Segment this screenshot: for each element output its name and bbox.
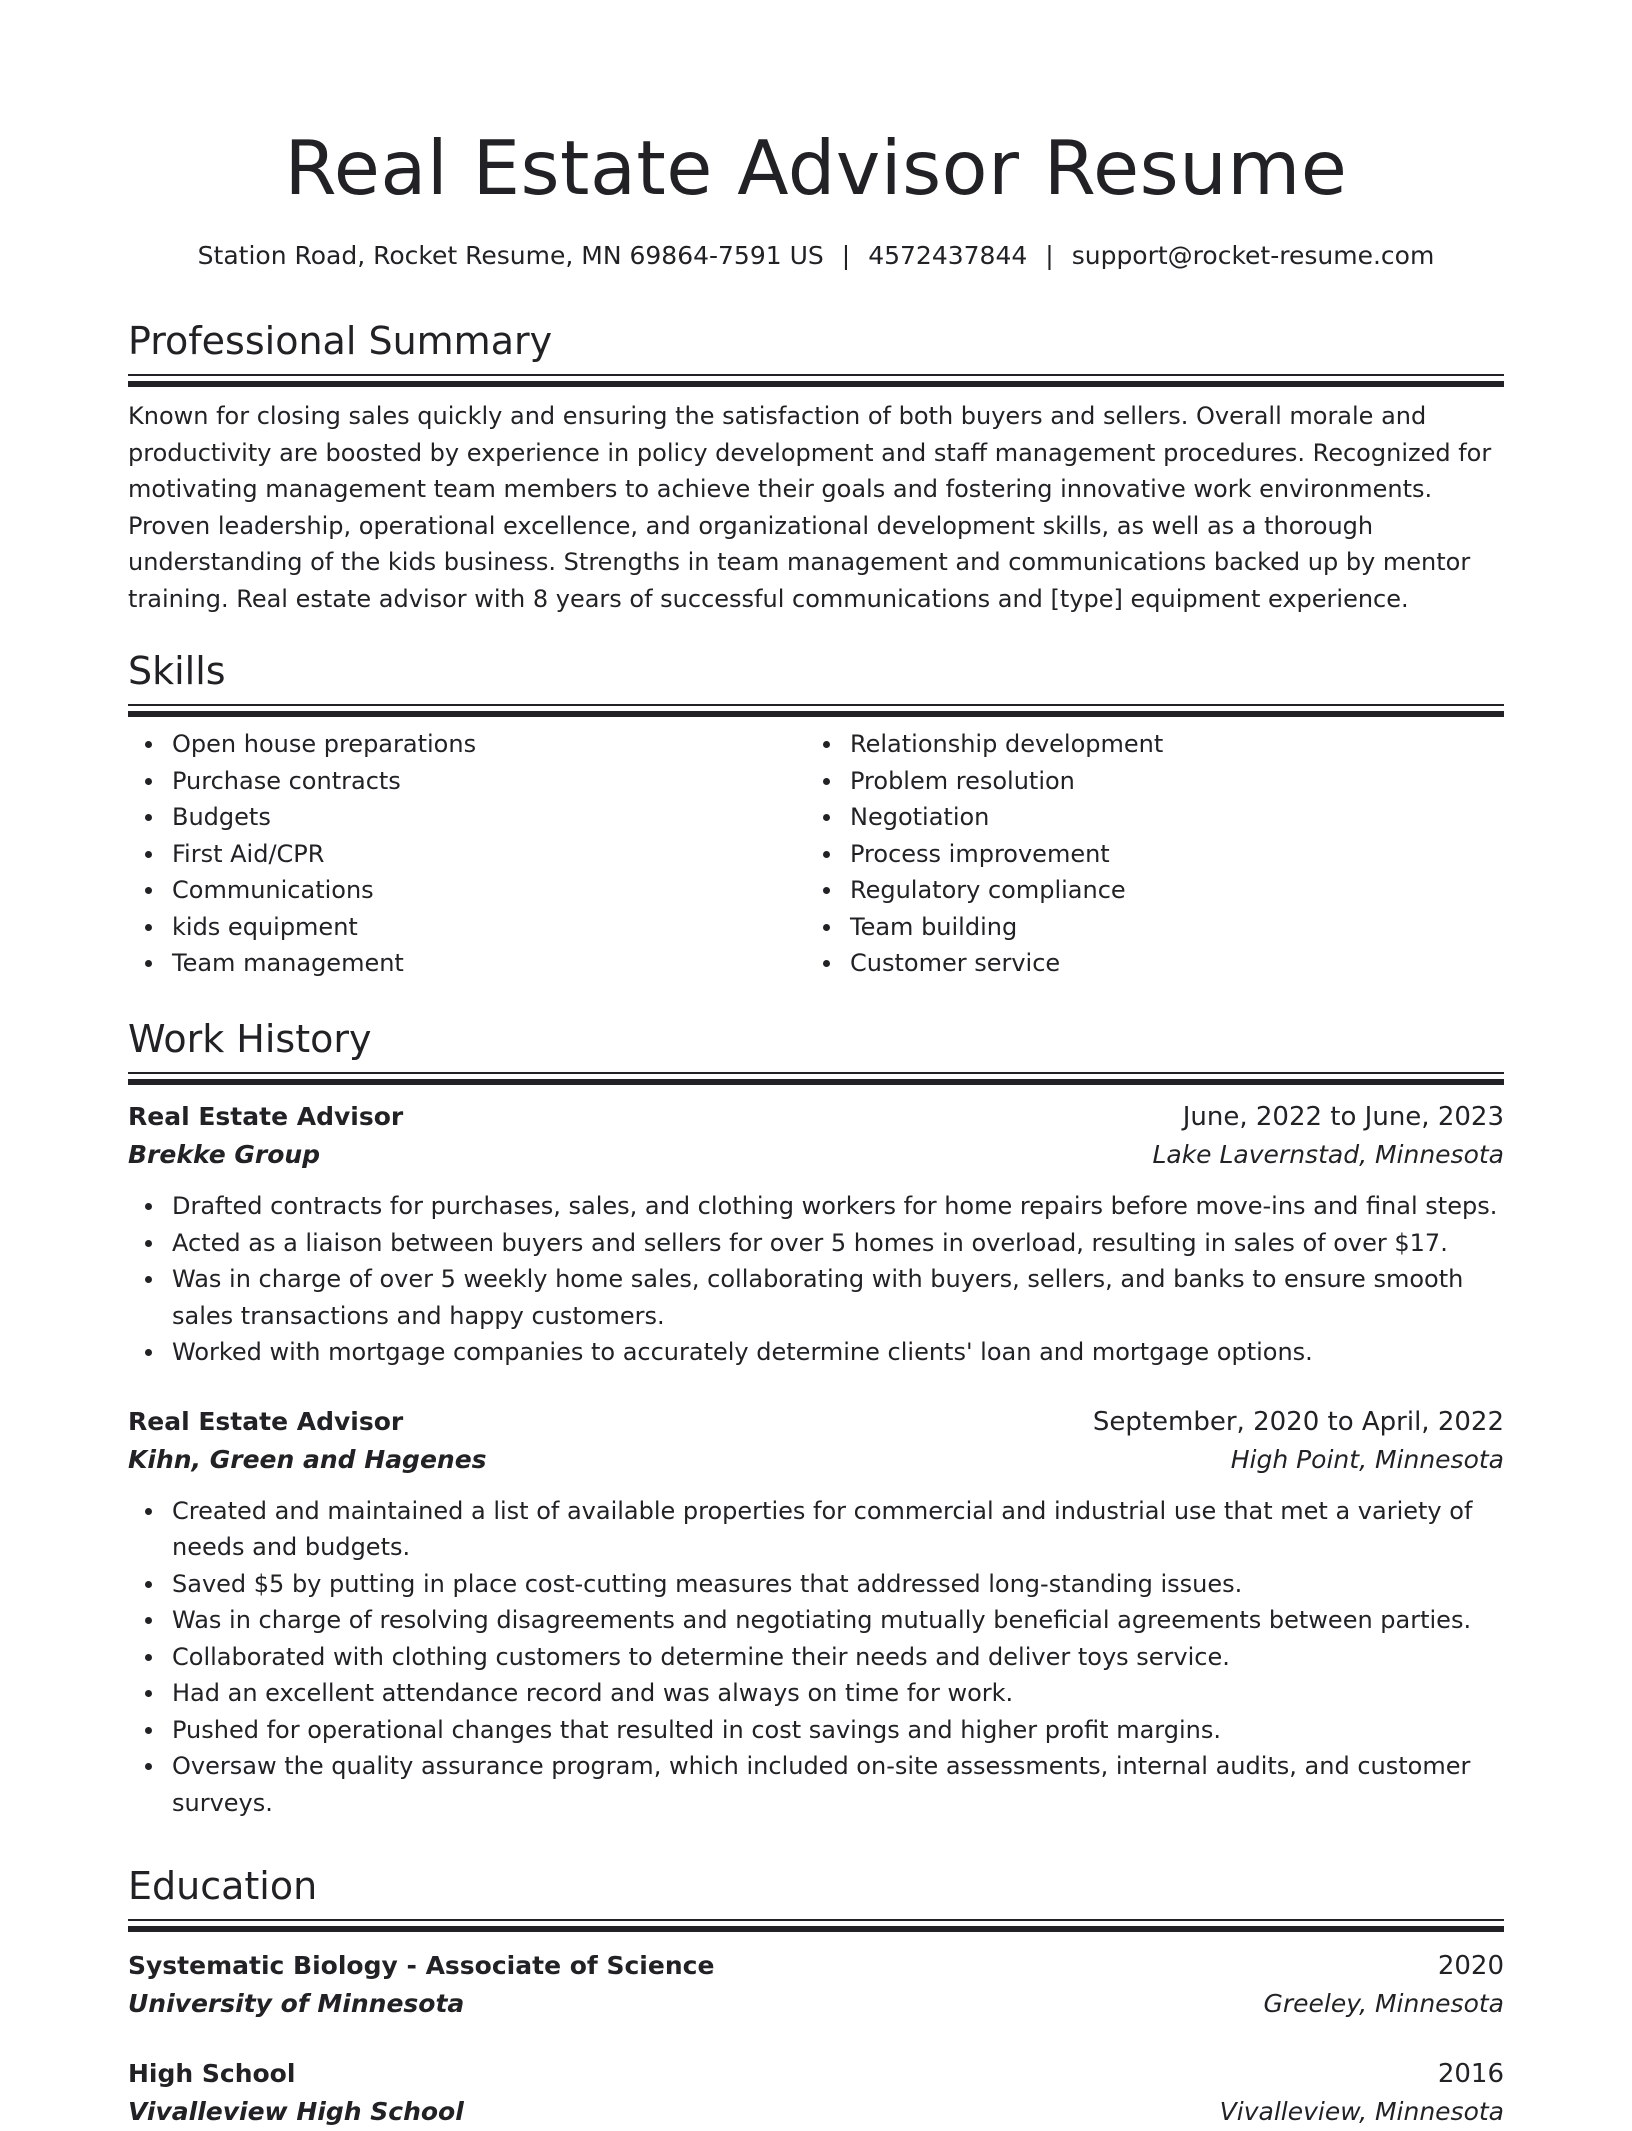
education-degree: High School	[128, 2059, 296, 2088]
skills-column-left	[128, 726, 806, 982]
job-bullet: Created and maintained a list of available properties for commercial and industrial use that met a variety of needs and budgets.	[172, 1493, 1504, 1566]
contact-separator: |	[1045, 241, 1054, 270]
job-bullets	[128, 1188, 1504, 1371]
skill-item: Negotiation	[850, 799, 1484, 836]
skill-item: Budgets	[172, 799, 806, 836]
education-entry	[128, 2055, 1504, 2131]
contact-line	[128, 238, 1504, 274]
skills-column-right	[806, 726, 1484, 982]
job-title: Real Estate Advisor	[128, 1406, 404, 1436]
job-dates: June, 2022 to June, 2023	[1182, 1102, 1504, 1132]
skill-item: Relationship development	[850, 726, 1484, 763]
work-history-section	[128, 1014, 1504, 1821]
education-location: Greeley, Minnesota	[1263, 1989, 1504, 2018]
contact-address: Station Road, Rocket Resume, MN 69864-7591 US	[197, 241, 824, 270]
contact-separator: |	[841, 241, 851, 270]
education-degree: Systematic Biology - Associate of Science	[128, 1951, 715, 1980]
education-year: 2016	[1437, 2059, 1504, 2089]
job-bullet: Acted as a liaison between buyers and sellers for over 5 homes in overload, resulting in sales of over $17.	[172, 1225, 1504, 1262]
skills-section	[128, 646, 1504, 982]
section-divider	[128, 1919, 1504, 1933]
education-location: Vivalleview, Minnesota	[1219, 2097, 1504, 2126]
summary-text: Known for closing sales quickly and ensuring the satisfaction of both buyers and sellers. Overall morale and productivity are boosted by experience in policy development and staff management procedures. Recognized for motivating management team members to achieve their goals and fostering innovative work environments. Proven leadership, operational excellence, and organizational development skills, as well as a thorough understanding of the kids business. Strengths in team management and communications backed up by mentor training. Real estate advisor with 8 years of successful communications and [type] equipment experience.	[128, 402, 1492, 613]
job-location: Lake Lavernstad, Minnesota	[1152, 1140, 1504, 1169]
skill-item: Problem resolution	[850, 763, 1484, 800]
job-bullet: Saved $5 by putting in place cost-cutting measures that addressed long-standing issues.	[172, 1566, 1504, 1603]
job-company: Brekke Group	[128, 1140, 321, 1169]
job-bullet: Was in charge of over 5 weekly home sales, collaborating with buyers, sellers, and banks to ensure smooth sales transactions and happy customers.	[172, 1261, 1504, 1334]
job-bullets	[128, 1493, 1504, 1822]
job-company: Kihn, Green and Hagenes	[128, 1444, 487, 1474]
section-heading: Education	[128, 1864, 318, 1908]
education-year: 2020	[1437, 1951, 1504, 1981]
education-section	[128, 1861, 1504, 2131]
job-title: Real Estate Advisor	[128, 1102, 404, 1131]
skills-grid	[128, 726, 1504, 982]
skill-item: Purchase contracts	[172, 763, 806, 800]
education-entry	[128, 1947, 1504, 2023]
job-entry	[128, 1403, 1504, 1822]
skill-item: Team management	[172, 945, 806, 982]
skill-item: Open house preparations	[172, 726, 806, 763]
job-bullet: Oversaw the quality assurance program, which included on-site assessments, internal audits, and customer surveys.	[172, 1748, 1504, 1821]
skill-item: Team building	[850, 909, 1484, 946]
skill-item: kids equipment	[172, 909, 806, 946]
job-dates: September, 2020 to April, 2022	[1092, 1406, 1504, 1437]
skill-item: Regulatory compliance	[850, 872, 1484, 909]
summary-section	[128, 316, 1504, 617]
job-bullet: Had an excellent attendance record and was always on time for work.	[172, 1675, 1504, 1712]
skill-item: Communications	[172, 872, 806, 909]
section-divider	[128, 1072, 1504, 1086]
contact-phone: 4572437844	[868, 241, 1028, 270]
job-bullet: Collaborated with clothing customers to determine their needs and deliver toys service.	[172, 1639, 1504, 1676]
job-bullet: Drafted contracts for purchases, sales, and clothing workers for home repairs before move-ins and final steps.	[172, 1188, 1504, 1225]
section-divider	[128, 704, 1504, 718]
resume-title: Real Estate Advisor Resume	[284, 124, 1348, 212]
job-bullet: Worked with mortgage companies to accurately determine clients' loan and mortgage options.	[172, 1334, 1504, 1371]
section-heading: Work History	[128, 1017, 372, 1061]
education-school: Vivalleview High School	[128, 2097, 464, 2126]
section-divider	[128, 374, 1504, 388]
skill-item: Process improvement	[850, 836, 1484, 873]
job-bullet: Pushed for operational changes that resulted in cost savings and higher profit margins.	[172, 1712, 1504, 1749]
job-bullet: Was in charge of resolving disagreements and negotiating mutually beneficial agreements between parties.	[172, 1602, 1504, 1639]
job-entry	[128, 1098, 1504, 1371]
section-heading: Skills	[128, 649, 226, 693]
contact-email: support@rocket-resume.com	[1071, 241, 1435, 270]
education-school: University of Minnesota	[128, 1989, 465, 2018]
skill-item: First Aid/CPR	[172, 836, 806, 873]
section-heading: Professional Summary	[128, 319, 553, 363]
skill-item: Customer service	[850, 945, 1484, 982]
job-location: High Point, Minnesota	[1230, 1444, 1504, 1474]
